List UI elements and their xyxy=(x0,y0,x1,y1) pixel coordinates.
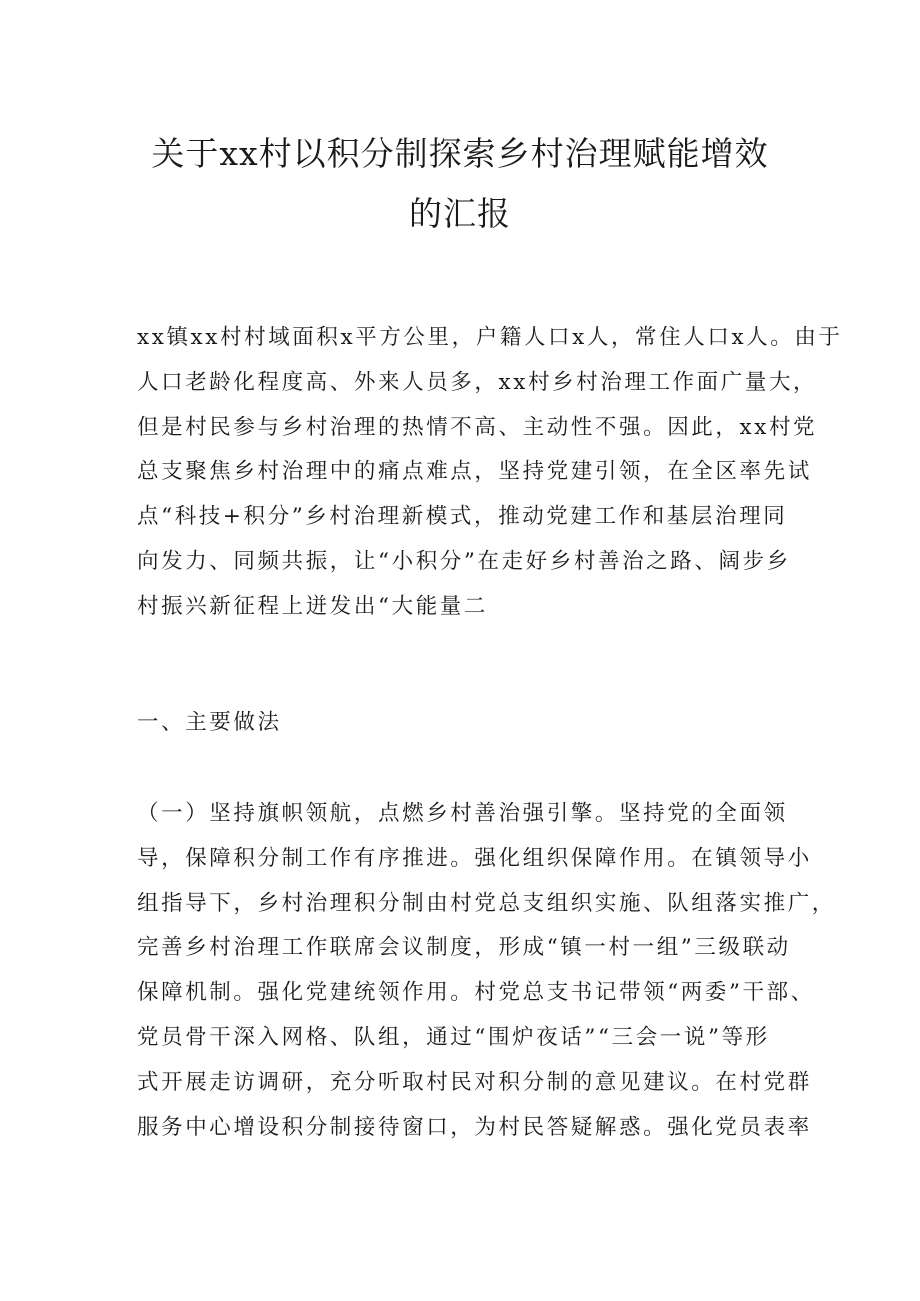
text-line: 党员骨干深入网格、队组，通过“围炉夜话”“三会一说”等形 xyxy=(137,1024,770,1050)
text-line: 总支聚焦乡村治理中的痛点难点，坚持党建引领，在全区率先试 xyxy=(137,459,812,485)
text-line: 但是村民参与乡村治理的热情不高、主动性不强。因此，xx村党 xyxy=(137,414,818,440)
text-line: 保障机制。强化党建统领作用。村党总支书记带领“两委”干部、 xyxy=(137,980,815,1006)
subsection-paragraph xyxy=(137,792,836,1150)
document-title xyxy=(100,124,820,244)
text-line: （一）坚持旗帜领航，点燃乡村善治强引擎。坚持党的全面领 xyxy=(137,801,788,826)
text-line: 式开展走访调研，充分听取村民对积分制的意见建议。在村党群 xyxy=(137,1069,812,1095)
title-line: 关于xx村以积分制探索乡村治理赋能增效 xyxy=(151,134,769,173)
text-line: 组指导下，乡村治理积分制由村党总支组织实施、队组落实推广， xyxy=(137,890,836,916)
text-line: 村振兴新征程上迸发出“大能量二 xyxy=(137,593,488,619)
text-line: 向发力、同频共振，让“小积分”在走好乡村善治之路、阔步乡 xyxy=(137,548,791,574)
title-line: 的汇报 xyxy=(409,194,511,233)
text-line: 服务中心增设积分制接待窗口，为村民答疑解惑。强化党员表率 xyxy=(137,1114,812,1140)
text-line: 一、主要做法 xyxy=(137,710,282,735)
text-line: 人口老龄化程度高、外来人员多，xx村乡村治理工作面广量大， xyxy=(137,369,818,395)
text-line: 导，保障积分制工作有序推进。强化组织保障作用。在镇领导小 xyxy=(137,845,812,871)
text-line: xx镇xx村村域面积x平方公里，户籍人口x人，常住人口x人。由于 xyxy=(137,325,843,350)
section-heading xyxy=(137,701,787,746)
text-line: 点“科技+积分”乡村治理新模式，推动党建工作和基层治理同 xyxy=(137,504,788,530)
intro-paragraph xyxy=(137,316,843,630)
text-line: 完善乡村治理工作联席会议制度，形成“镇一村一组”三级联动 xyxy=(137,935,791,961)
